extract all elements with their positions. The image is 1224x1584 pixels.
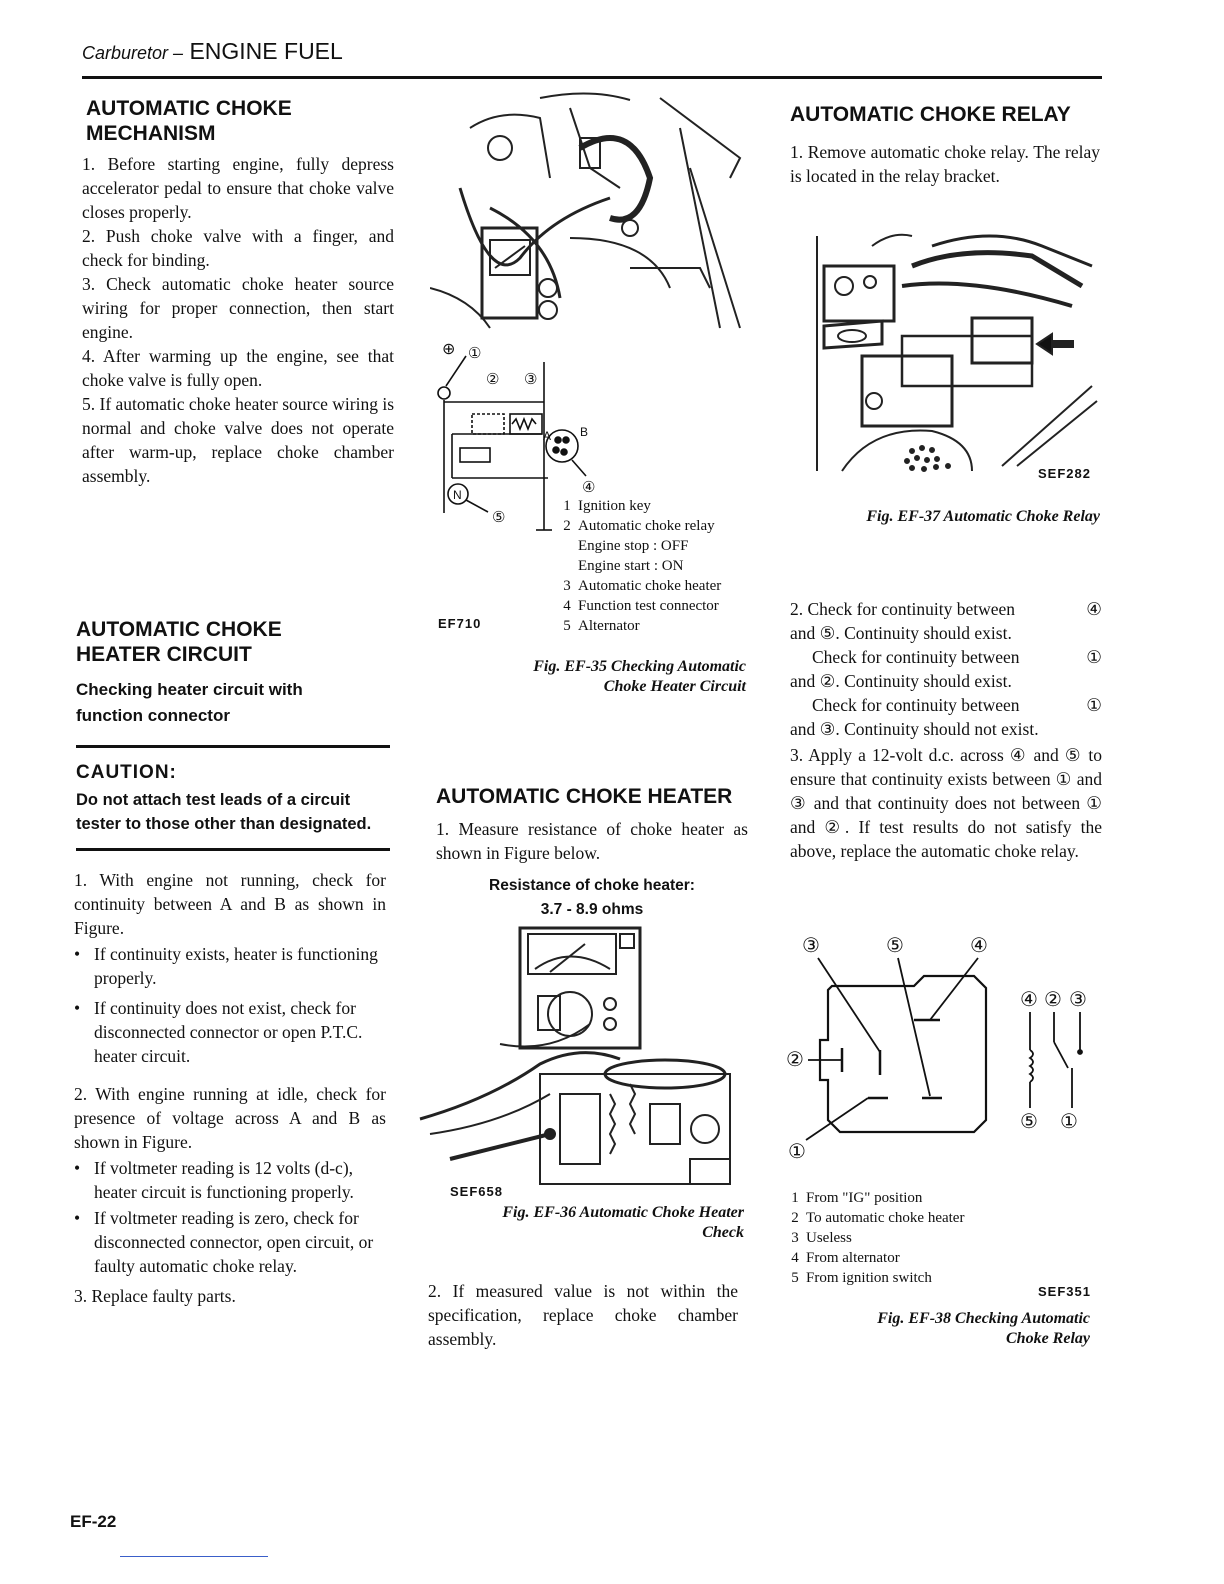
legend-item bbox=[556, 596, 766, 616]
mechanism-heading bbox=[86, 96, 386, 146]
legend-item bbox=[784, 1188, 1024, 1208]
schematic-terminal-2-label: ② bbox=[1044, 989, 1062, 1011]
check-text: and bbox=[790, 671, 816, 691]
legend-num bbox=[556, 556, 578, 576]
legend-item bbox=[556, 516, 766, 536]
relay-continuity-checks bbox=[790, 597, 1102, 863]
schematic-terminal-1-label: ① bbox=[1060, 1111, 1078, 1133]
fig-38-caption-line-2: Choke Relay bbox=[1006, 1330, 1090, 1347]
caution-title: CAUTION: bbox=[76, 762, 177, 783]
check-line bbox=[790, 669, 1102, 693]
relay-terminal-5-label: ⑤ bbox=[886, 935, 904, 957]
subheading-line-1: Checking heater circuit with bbox=[76, 680, 303, 699]
bullet-text: If continuity exists, heater is functioning properly. bbox=[94, 944, 378, 988]
callout-1: ① bbox=[468, 345, 482, 362]
legend-text: Useless bbox=[806, 1230, 852, 1246]
relay-terminal-2-label: ② bbox=[786, 1049, 804, 1071]
fig-38-caption bbox=[800, 1309, 1090, 1349]
check-text: . Continuity should exist. bbox=[835, 671, 1012, 691]
schematic-terminal-4-label: ④ bbox=[1020, 989, 1038, 1011]
legend-num: 3 bbox=[791, 1230, 799, 1246]
mechanism-heading-line-1: AUTOMATIC CHOKE bbox=[86, 97, 292, 120]
legend-num: 3 bbox=[563, 578, 571, 594]
legend-item bbox=[784, 1248, 1024, 1268]
bullet-text: If voltmeter reading is zero, check for disconnected connector, open circuit, or faulty automatic choke relay. bbox=[94, 1208, 374, 1276]
heater-measure-step: 1. Measure resistance of choke heater as shown in Figure below. bbox=[436, 819, 748, 863]
plus-label: ⊕ bbox=[442, 341, 456, 358]
legend-item bbox=[556, 576, 766, 596]
heater-circuit-heading-line-1: AUTOMATIC CHOKE bbox=[76, 618, 282, 641]
fig-37-photo bbox=[812, 226, 1102, 486]
fig-36-caption bbox=[440, 1203, 744, 1243]
check-line bbox=[790, 597, 1102, 621]
fig-37-caption: Fig. EF-37 Automatic Choke Relay bbox=[866, 508, 1100, 525]
legend-num: 4 bbox=[791, 1250, 799, 1266]
legend-text: To automatic choke heater bbox=[806, 1210, 965, 1226]
fig-35-caption-line-2: Choke Heater Circuit bbox=[603, 678, 746, 695]
mechanism-step: 4. After warming up the engine, see that choke valve is fully open. bbox=[82, 346, 394, 390]
relay-terminal-1-label: ① bbox=[788, 1141, 806, 1163]
bullet-item bbox=[74, 996, 386, 1068]
mechanism-steps bbox=[82, 152, 394, 488]
terminal-4: ④ bbox=[1086, 599, 1102, 619]
legend-text: Ignition key bbox=[578, 498, 651, 514]
mechanism-step: 1. Before starting engine, fully depress accelerator pedal to ensure that choke valve closes properly. bbox=[82, 154, 394, 222]
terminal-5: ⑤ bbox=[819, 623, 836, 643]
fig-38-code: SEF351 bbox=[1038, 1284, 1091, 1299]
bullet-mark: • bbox=[74, 998, 81, 1018]
resistance-value: 3.7 - 8.9 ohms bbox=[540, 901, 644, 918]
fig-36-photo bbox=[410, 924, 750, 1204]
bullet-text: If continuity does not exist, check for disconnected connector or open P.T.C. heater circuit. bbox=[94, 998, 363, 1066]
mechanism-step: 3. Check automatic choke heater source wiring for proper connection, then start engine. bbox=[82, 274, 394, 342]
heater-circuit-heading-line-2: HEATER CIRCUIT bbox=[76, 643, 252, 666]
heater-circuit-subheading bbox=[76, 677, 386, 729]
point-b-label: B bbox=[580, 425, 589, 439]
fig-37-code: SEF282 bbox=[1038, 466, 1091, 481]
fig-36-caption-line-1: Fig. EF-36 Automatic Choke Heater bbox=[502, 1204, 744, 1221]
callout-4: ④ bbox=[582, 479, 596, 496]
caution-text: Do not attach test leads of a circuit tester to those other than designated. bbox=[76, 791, 372, 833]
fig-38-caption-line-1: Fig. EF-38 Checking Automatic bbox=[877, 1310, 1090, 1327]
legend-num: 1 bbox=[791, 1190, 799, 1206]
chapter-title: ENGINE FUEL bbox=[189, 38, 343, 64]
fig-36-code: SEF658 bbox=[450, 1184, 503, 1199]
fig-35-code: EF710 bbox=[438, 616, 482, 631]
terminal-2: ② bbox=[819, 671, 836, 691]
fig-38-diagram bbox=[784, 930, 1104, 1170]
fig-35-legend bbox=[556, 496, 766, 636]
relay-heading: AUTOMATIC CHOKE RELAY bbox=[790, 103, 1071, 126]
header-rule bbox=[82, 76, 1102, 79]
heater-replace-step: 2. If measured value is not within the specification, replace choke chamber assembly. bbox=[428, 1281, 738, 1349]
legend-num: 5 bbox=[563, 618, 571, 634]
check-line bbox=[790, 645, 1102, 669]
legend-num: 4 bbox=[563, 598, 571, 614]
bullet-text: If voltmeter reading is 12 volts (d-c), heater circuit is functioning properly. bbox=[94, 1158, 354, 1202]
bullet-mark: • bbox=[74, 1158, 81, 1178]
heater-circuit-steps bbox=[74, 868, 386, 1308]
callout-2: ② bbox=[486, 371, 500, 388]
check-line bbox=[790, 693, 1102, 717]
fig-36-caption-line-2: Check bbox=[702, 1224, 744, 1241]
check-text: . Continuity should exist. bbox=[835, 623, 1012, 643]
bullet-item bbox=[74, 1156, 386, 1204]
legend-item bbox=[556, 556, 766, 576]
relay-remove-step: 1. Remove automatic choke relay. The relay is located in the relay bracket. bbox=[790, 142, 1100, 186]
legend-text: Automatic choke relay bbox=[578, 518, 715, 534]
page-number: EF-22 bbox=[70, 1512, 117, 1531]
mechanism-step: 2. Push choke valve with a finger, and check for binding. bbox=[82, 226, 394, 270]
caution-box bbox=[76, 745, 390, 851]
callout-3: ③ bbox=[524, 371, 538, 388]
relay-apply-voltage-step: 3. Apply a 12-volt d.c. across ④ and ⑤ to ensure that continuity exists between ① and ③ and that continuity does not between ① and ②. If test results do not satisfy the above, replace the automatic choke relay. bbox=[790, 745, 1102, 861]
legend-num bbox=[556, 536, 578, 556]
schematic-terminal-3-label: ③ bbox=[1069, 989, 1087, 1011]
fig-35-caption bbox=[470, 657, 746, 697]
legend-text: Engine stop : OFF bbox=[578, 538, 689, 554]
legend-text: From alternator bbox=[806, 1250, 900, 1266]
legend-text: From "IG" position bbox=[806, 1190, 923, 1206]
bullet-mark: • bbox=[74, 1208, 81, 1228]
legend-num: 1 bbox=[563, 498, 571, 514]
check-text: . Continuity should not exist. bbox=[835, 719, 1039, 739]
legend-item bbox=[784, 1268, 1024, 1288]
mechanism-step: 5. If automatic choke heater source wiring is normal and choke valve does not operate after warm-up, replace choke chamber assembly. bbox=[82, 394, 394, 486]
mechanism-heading-line-2: MECHANISM bbox=[86, 122, 216, 145]
page-header bbox=[82, 38, 343, 65]
legend-num: 2 bbox=[791, 1210, 799, 1226]
resistance-label: Resistance of choke heater: bbox=[489, 877, 695, 894]
bullet-mark: • bbox=[74, 944, 81, 964]
fig-35-caption-line-1: Fig. EF-35 Checking Automatic bbox=[533, 658, 746, 675]
check-line bbox=[790, 621, 1102, 645]
resistance-spec bbox=[436, 874, 748, 922]
subheading-line-2: function connector bbox=[76, 706, 230, 725]
legend-item bbox=[784, 1228, 1024, 1248]
legend-text: From ignition switch bbox=[806, 1270, 932, 1286]
fig-35-photo bbox=[430, 88, 760, 338]
bullet-item bbox=[74, 1206, 386, 1278]
heater-step-3: 3. Replace faulty parts. bbox=[74, 1286, 236, 1306]
check-line bbox=[790, 717, 1102, 741]
legend-num: 5 bbox=[791, 1270, 799, 1286]
legend-text: Alternator bbox=[578, 618, 640, 634]
terminal-1: ① bbox=[1086, 695, 1102, 715]
check-text: and bbox=[790, 719, 816, 739]
legend-item bbox=[556, 496, 766, 516]
legend-text: Function test connector bbox=[578, 598, 719, 614]
heater-step-1: 1. With engine not running, check for continuity between A and B as shown in Figure. bbox=[74, 870, 386, 938]
check-text: 2. Check for continuity between bbox=[790, 599, 1016, 619]
alternator-n-label: N bbox=[453, 488, 462, 502]
relay-terminal-4-label: ④ bbox=[970, 935, 988, 957]
bullet-item bbox=[74, 942, 386, 990]
legend-text: Engine start : ON bbox=[578, 558, 684, 574]
legend-item bbox=[784, 1208, 1024, 1228]
footer-line bbox=[120, 1556, 268, 1557]
relay-terminal-3-label: ③ bbox=[802, 935, 820, 957]
heater-circuit-heading bbox=[76, 617, 376, 667]
callout-5: ⑤ bbox=[492, 509, 506, 526]
check-text: and bbox=[790, 623, 816, 643]
legend-num: 2 bbox=[563, 518, 571, 534]
terminal-1: ① bbox=[1086, 647, 1102, 667]
check-text: Check for continuity between bbox=[812, 647, 1020, 667]
legend-text: Automatic choke heater bbox=[578, 578, 722, 594]
terminal-3: ③ bbox=[819, 719, 836, 739]
point-a-label: A bbox=[543, 429, 552, 443]
section-name: Carburetor – bbox=[82, 43, 184, 63]
fig-38-legend bbox=[784, 1188, 1024, 1288]
schematic-terminal-5-label: ⑤ bbox=[1020, 1111, 1038, 1133]
heater-heading: AUTOMATIC CHOKE HEATER bbox=[436, 785, 733, 808]
legend-item bbox=[556, 536, 766, 556]
check-text: Check for continuity between bbox=[812, 695, 1020, 715]
heater-step-2: 2. With engine running at idle, check for presence of voltage across A and B as shown in Figure. bbox=[74, 1084, 386, 1152]
legend-item bbox=[556, 616, 766, 636]
